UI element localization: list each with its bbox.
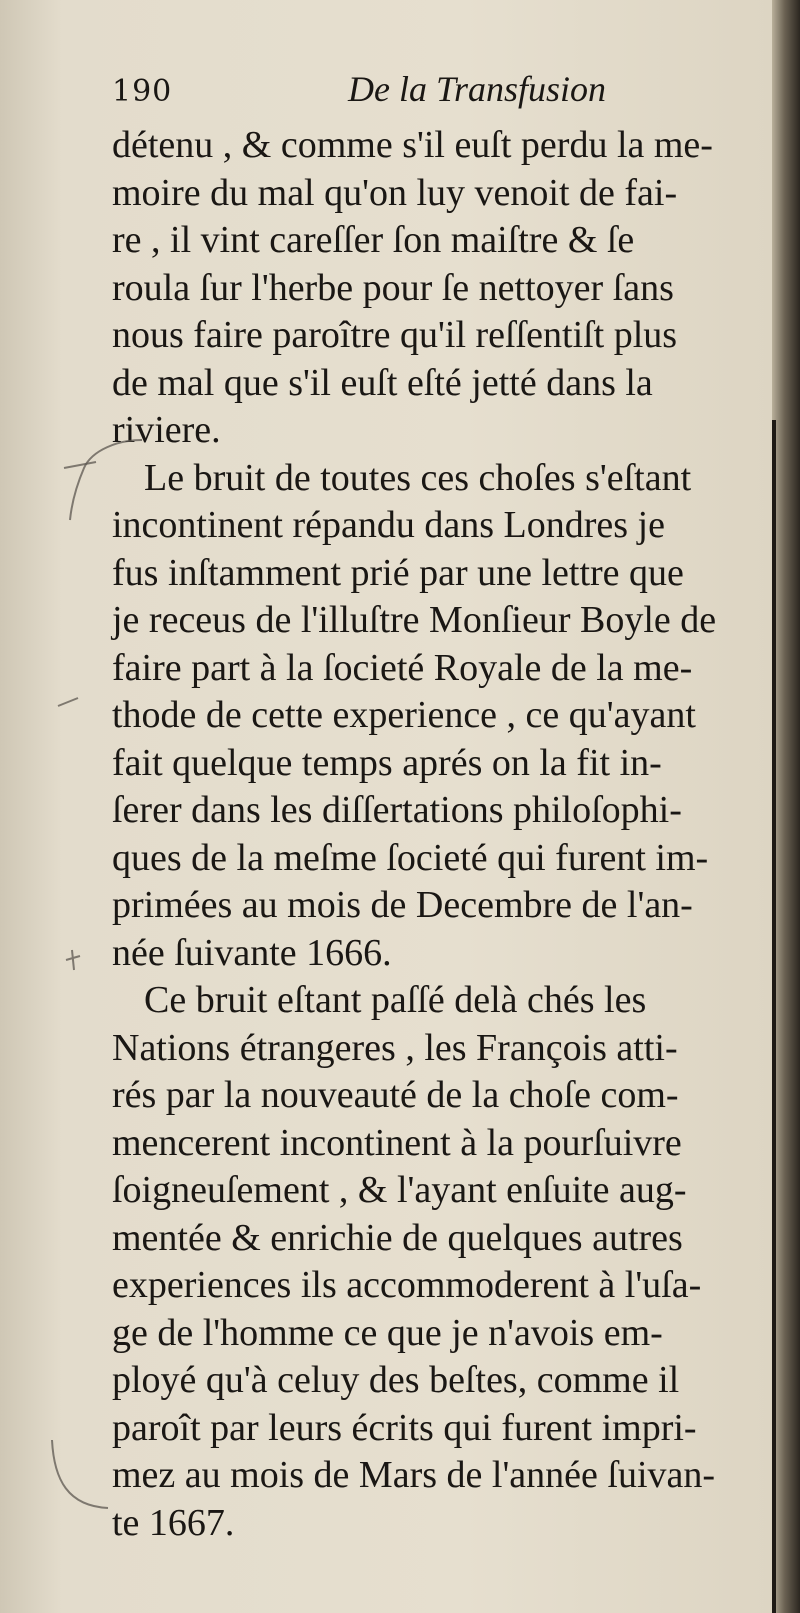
text-line: mez au mois de Mars de l'année ſuivan- (112, 1454, 716, 1496)
text-line: ſerer dans les diſſertations philoſophi- (112, 789, 682, 831)
text-line: rés par la nouveauté de la choſe com- (112, 1074, 679, 1116)
text-line: Nations étrangeres , les François atti- (112, 1026, 678, 1069)
text-line: mentée & enrichie de quelques autres (112, 1216, 683, 1259)
text-line: détenu , & comme s'il euſt perdu la me- (112, 124, 713, 166)
text-line: riviere. (112, 409, 221, 451)
text-line: thode de cette experience , ce qu'ayant (112, 694, 696, 736)
text-line: faire part à la ſocieté Royale de la me- (112, 646, 693, 689)
text-line: nous faire paroître qu'il reſſentiſt plus (112, 314, 678, 356)
text-line: fus inſtamment prié par une lettre que (112, 551, 684, 594)
running-title: De la Transfusion (348, 69, 607, 109)
text-line: re , il vint careſſer ſon maiſtre & ſe (112, 219, 635, 261)
text-line: de mal que s'il euſt eſté jetté dans la (112, 361, 653, 404)
text-line: je receus de l'illuſtre Monſieur Boyle de (112, 599, 717, 641)
text-line: ployé qu'à celuy des beſtes, comme il (112, 1359, 680, 1401)
paragraph-3 (112, 977, 782, 1547)
paragraph-1 (112, 122, 782, 455)
text-line: née ſuivante 1666. (112, 931, 392, 974)
paragraph-2 (112, 455, 782, 978)
text-line: paroît par leurs écrits qui furent impri- (112, 1406, 697, 1449)
page-header (112, 68, 672, 120)
text-line: experiences ils accommoderent à l'uſa- (112, 1264, 702, 1306)
text-line: ſoigneuſement , & l'ayant enſuite aug- (112, 1169, 687, 1211)
text-line: Ce bruit eſtant paſſé delà chés les (144, 979, 647, 1021)
text-line: mencerent incontinent à la pourſuivre (112, 1121, 682, 1164)
text-line: primées au mois de Decembre de l'an- (112, 884, 693, 926)
text-line: te 1667. (112, 1501, 235, 1544)
text-line: moire du mal qu'on luy venoit de fai- (112, 171, 678, 214)
text-line: ge de l'homme ce que je n'avois em- (112, 1311, 663, 1354)
text-line: roula ſur l'herbe pour ſe nettoyer ſans (112, 266, 674, 309)
text-line: incontinent répandu dans Londres je (112, 504, 665, 546)
body-text (112, 122, 782, 1547)
page-number: 190 (112, 74, 173, 109)
text-line: Le bruit de toutes ces choſes s'eſtant (144, 456, 692, 499)
text-line: fait quelque temps aprés on la fit in- (112, 741, 662, 784)
text-line: ques de la meſme ſocieté qui furent im- (112, 836, 709, 879)
